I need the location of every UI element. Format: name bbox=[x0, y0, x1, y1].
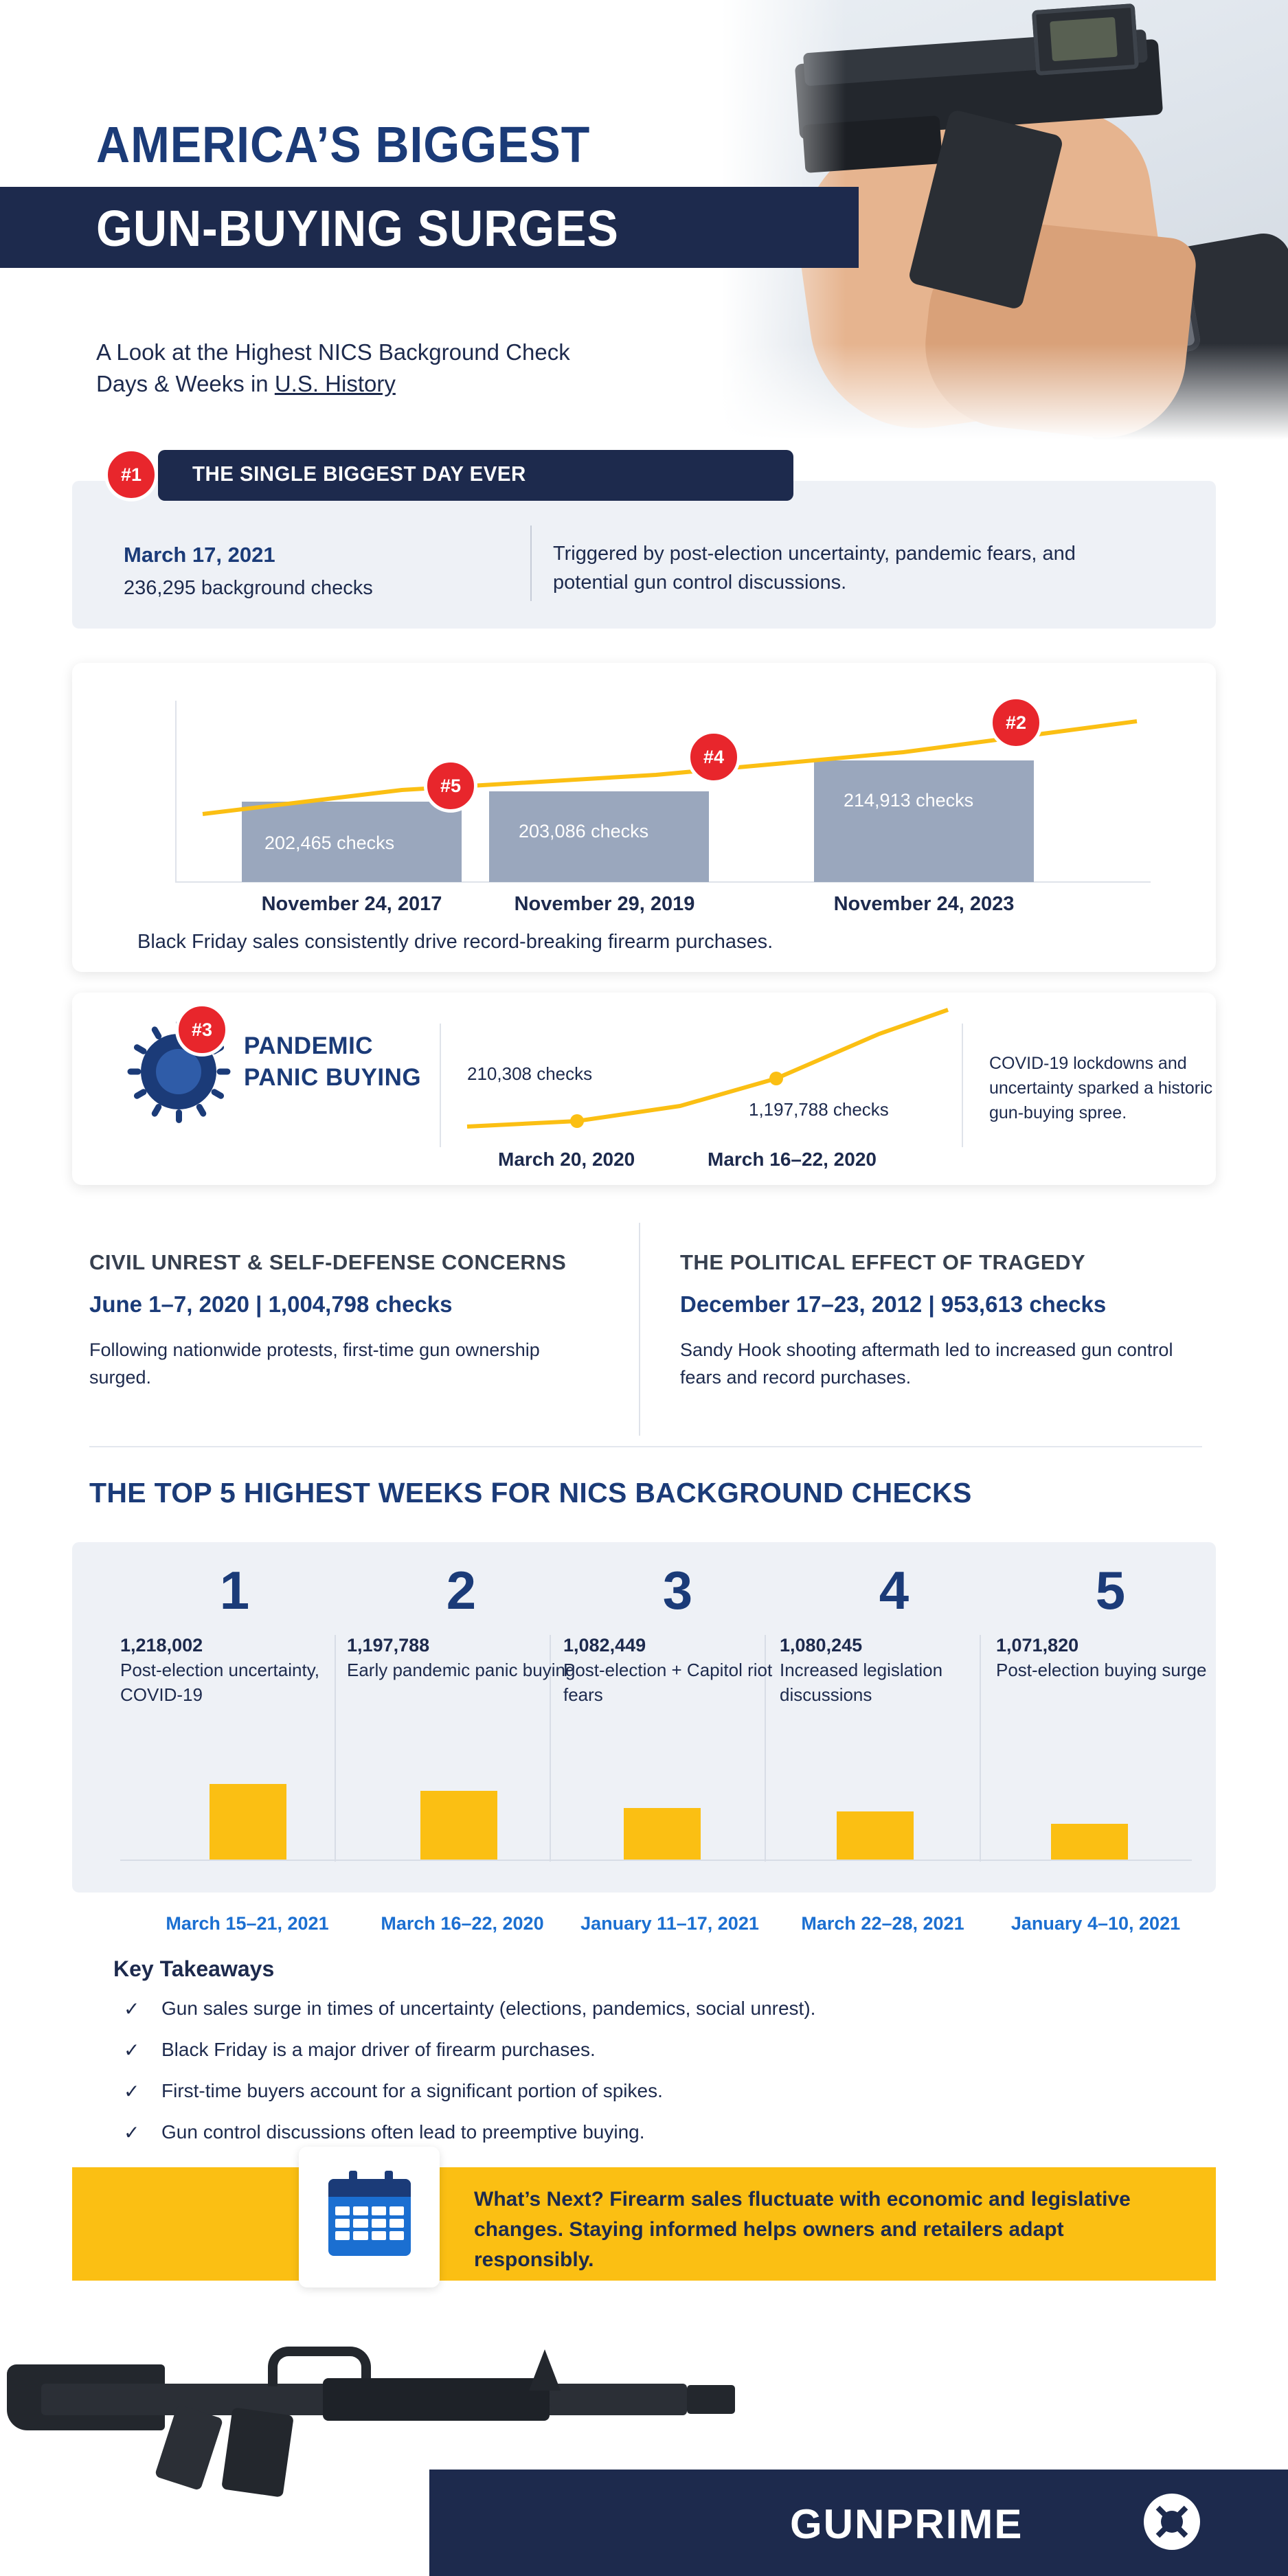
takeaway-item: Black Friday is a major driver of firearm purchases. bbox=[161, 2039, 596, 2060]
rank-badge-4: #4 bbox=[687, 730, 741, 784]
rifle-handguard bbox=[323, 2378, 550, 2421]
whats-next-text: What’s Next? Firearm sales fluctuate with economic and legislative changes. Staying informed helps owners and retailers adapt responsibly. bbox=[474, 2188, 1131, 2271]
tragedy-dates: December 17–23, 2012 bbox=[680, 1291, 923, 1317]
pandemic-point2-date: March 16–22, 2020 bbox=[708, 1149, 877, 1170]
pandemic-title-line2: PANIC BUYING bbox=[244, 1064, 422, 1091]
top5-number: 1,218,002 bbox=[120, 1635, 203, 1656]
top5-date-text: March 16–22, bbox=[381, 1913, 503, 1934]
top5-rank: 3 bbox=[662, 1560, 693, 1620]
top5-item-2 bbox=[347, 1559, 576, 1682]
top5-date-year: 2020 bbox=[502, 1913, 544, 1934]
top5-desc: Post-election buying surge bbox=[996, 1660, 1207, 1680]
bar-date-2017: November 24, 2017 bbox=[261, 893, 442, 915]
tragedy-checks: 953,613 checks bbox=[940, 1291, 1107, 1317]
bar-date-2023: November 24, 2023 bbox=[833, 893, 1015, 915]
top5-bar-4 bbox=[837, 1811, 914, 1860]
tragedy-stat bbox=[680, 1291, 1106, 1318]
check-icon: ✓ bbox=[124, 1998, 140, 2020]
pandemic-point2-label: 1,197,788 checks bbox=[749, 1099, 889, 1120]
top5-desc: Increased legislation discussions bbox=[780, 1660, 943, 1705]
bar-label-2023: 214,913 checks bbox=[844, 790, 974, 811]
check-icon: ✓ bbox=[124, 2081, 140, 2102]
divider bbox=[530, 526, 532, 601]
bar-date-2019: November 29, 2019 bbox=[514, 893, 695, 915]
rank-badge-1: #1 bbox=[104, 448, 158, 501]
subtitle-line2: Days & Weeks in bbox=[96, 371, 275, 396]
top5-date-year: 2021 bbox=[1139, 1913, 1181, 1934]
divider bbox=[639, 1223, 640, 1436]
calendar-grid bbox=[335, 2206, 404, 2240]
page-subtitle bbox=[96, 337, 714, 400]
rifle-magazine bbox=[221, 2407, 294, 2497]
top5-item-3 bbox=[563, 1559, 792, 1707]
biggest-day-date: March 17, 2021 bbox=[124, 543, 275, 567]
tragedy-heading: THE POLITICAL EFFECT OF TRAGEDY bbox=[680, 1250, 1086, 1274]
brand-logo-text: GUNPRIME bbox=[790, 2501, 1024, 2547]
rifle-front-sight bbox=[529, 2349, 561, 2391]
rifle-muzzle bbox=[687, 2385, 735, 2414]
separator: | bbox=[256, 1291, 262, 1317]
top5-item-4 bbox=[780, 1559, 1008, 1707]
top5-number: 1,071,820 bbox=[996, 1635, 1079, 1656]
civil-unrest-body: Following nationwide protests, first-time gun ownership surged. bbox=[89, 1340, 540, 1388]
bar-label-2019: 203,086 checks bbox=[519, 821, 649, 841]
top5-date-text: January 4–10, bbox=[1010, 1913, 1140, 1934]
separator: | bbox=[928, 1291, 935, 1317]
page-title-line2: GUN-BUYING SURGES bbox=[96, 200, 619, 257]
top5-date-year: 2021 bbox=[717, 1913, 759, 1934]
top5-desc: Post-election uncertainty, COVID-19 bbox=[120, 1660, 319, 1705]
biggest-day-description: Triggered by post-election uncertainty, pandemic fears, and potential gun control discussions. bbox=[553, 543, 1076, 594]
top5-number: 1,080,245 bbox=[780, 1635, 863, 1656]
takeaway-item: Gun sales surge in times of uncertainty (elections, pandemics, social unrest). bbox=[161, 1998, 816, 2019]
civil-unrest-dates: June 1–7, 2020 bbox=[89, 1291, 249, 1317]
pandemic-point1-date: March 20, 2020 bbox=[498, 1149, 635, 1170]
brand-logo-dot bbox=[1161, 2511, 1183, 2533]
pandemic-title bbox=[244, 1030, 421, 1094]
civil-unrest-heading: CIVIL UNREST & SELF-DEFENSE CONCERNS bbox=[89, 1250, 567, 1274]
biggest-day-checks: 236,295 background checks bbox=[124, 577, 373, 599]
top5-date-text: March 15–21, bbox=[166, 1913, 288, 1934]
biggest-day-title: THE SINGLE BIGGEST DAY EVER bbox=[192, 462, 526, 486]
civil-unrest-stat bbox=[89, 1291, 452, 1318]
top5-bar-5 bbox=[1051, 1824, 1128, 1860]
photo-fade-bottom bbox=[721, 343, 1288, 440]
top5-rank: 4 bbox=[879, 1560, 909, 1620]
takeaway-item: Gun control discussions often lead to preemptive buying. bbox=[161, 2121, 645, 2143]
tragedy-body: Sandy Hook shooting aftermath led to increased gun control fears and record purchases. bbox=[680, 1340, 1173, 1388]
top5-item-1 bbox=[120, 1559, 349, 1707]
page-title-line1: AMERICA’S BIGGEST bbox=[96, 116, 591, 173]
subtitle-link: U.S. History bbox=[274, 371, 396, 396]
check-icon: ✓ bbox=[124, 2040, 140, 2061]
top5-date-text: March 22–28, bbox=[801, 1913, 923, 1934]
pandemic-title-line1: PANDEMIC bbox=[244, 1032, 374, 1059]
top5-rank: 5 bbox=[1095, 1560, 1126, 1620]
rank-badge-3: #3 bbox=[175, 1003, 229, 1057]
top5-bar-1 bbox=[210, 1784, 286, 1860]
check-icon: ✓ bbox=[124, 2122, 140, 2143]
bar-label-2017: 202,465 checks bbox=[264, 833, 395, 853]
pandemic-point1-label: 210,308 checks bbox=[467, 1063, 593, 1084]
divider bbox=[962, 1024, 963, 1147]
takeaway-item: First-time buyers account for a significant portion of spikes. bbox=[161, 2080, 663, 2101]
divider bbox=[440, 1024, 441, 1147]
top5-date-5 bbox=[965, 1913, 1226, 1934]
rank-badge-5: #5 bbox=[424, 759, 477, 813]
divider bbox=[89, 1446, 1202, 1447]
pandemic-description: COVID-19 lockdowns and uncertainty sparked a historic gun-buying spree. bbox=[989, 1054, 1213, 1122]
top5-bar-2 bbox=[420, 1791, 497, 1860]
top5-item-5 bbox=[996, 1559, 1225, 1682]
key-takeaways-heading: Key Takeaways bbox=[113, 1956, 275, 1981]
top5-heading: THE TOP 5 HIGHEST WEEKS FOR NICS BACKGROUND CHECKS bbox=[89, 1477, 972, 1509]
top5-bar-3 bbox=[624, 1808, 701, 1860]
top5-date-year: 2021 bbox=[923, 1913, 964, 1934]
top5-date-text: January 11–17, bbox=[580, 1913, 718, 1934]
rank-badge-2: #2 bbox=[989, 696, 1043, 749]
civil-unrest-checks: 1,004,798 checks bbox=[268, 1291, 453, 1317]
top5-number: 1,197,788 bbox=[347, 1635, 430, 1656]
top5-desc: Post-election + Capitol riot fears bbox=[563, 1660, 773, 1705]
top5-rank: 2 bbox=[446, 1560, 477, 1620]
top5-baseline bbox=[120, 1860, 1192, 1861]
rifle-barrel bbox=[550, 2392, 708, 2407]
top5-number: 1,082,449 bbox=[563, 1635, 646, 1656]
top5-date-year: 2021 bbox=[287, 1913, 329, 1934]
top5-desc: Early pandemic panic buying bbox=[347, 1660, 576, 1680]
black-friday-note: Black Friday sales consistently drive record-breaking firearm purchases. bbox=[137, 931, 773, 953]
subtitle-line1: A Look at the Highest NICS Background Check bbox=[96, 339, 570, 365]
top5-rank: 1 bbox=[219, 1560, 250, 1620]
